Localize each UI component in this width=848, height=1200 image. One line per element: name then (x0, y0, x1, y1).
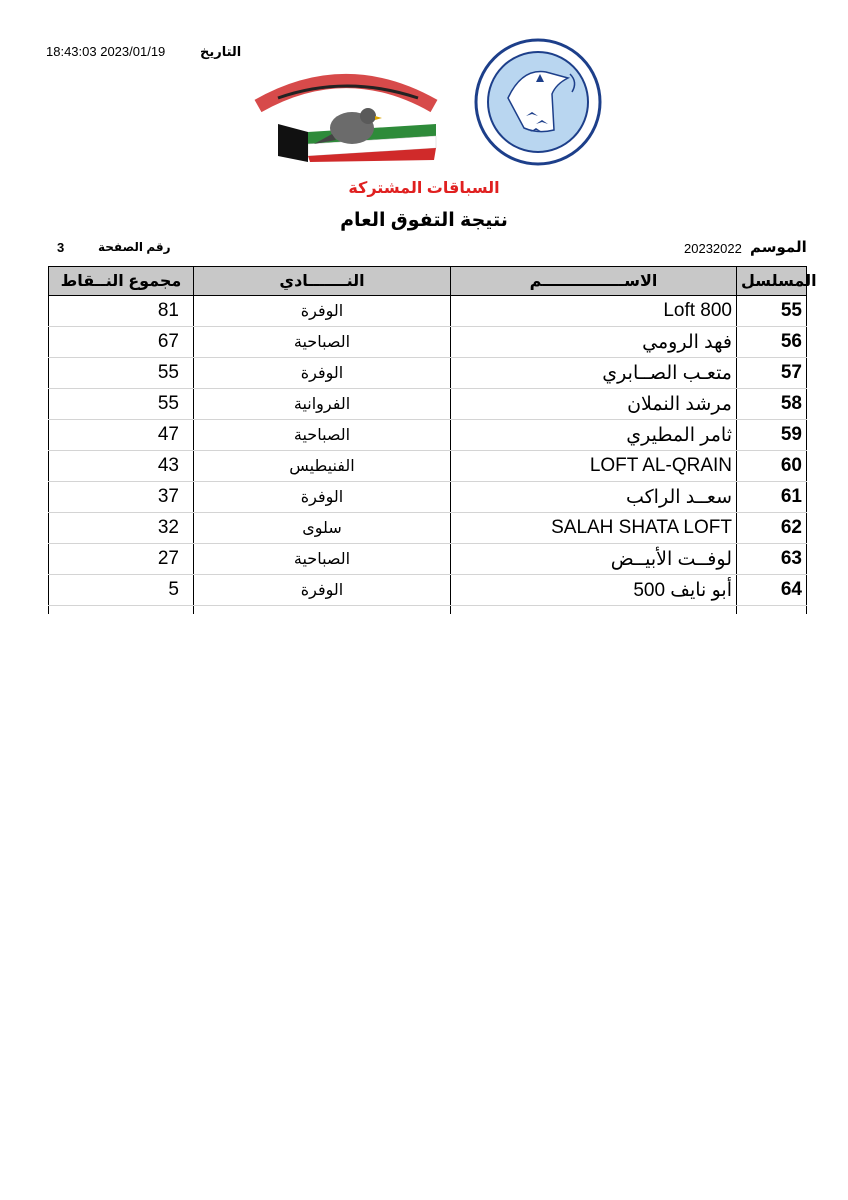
club-cell: الصباحية (194, 327, 451, 358)
table-tail-cell (737, 606, 807, 615)
table-row (49, 358, 807, 389)
season-value: 20232022 (684, 241, 742, 256)
serial-cell: 57 (737, 358, 807, 389)
table-row (49, 451, 807, 482)
kuwait-federation-racing-pigeons-logo-icon (474, 38, 602, 166)
points-cell: 5 (49, 575, 194, 606)
column-header-name: الاســـــــــــــــم (451, 267, 737, 296)
column-header-club: النـــــــادي (194, 267, 451, 296)
points-cell: 27 (49, 544, 194, 575)
serial-cell: 64 (737, 575, 807, 606)
table-row (49, 513, 807, 544)
club-cell: الوفرة (194, 575, 451, 606)
name-cell: Loft 800 (451, 296, 737, 327)
table-tail-cell (49, 606, 194, 615)
date-value: 18:43:03 2023/01/19 (46, 44, 166, 59)
club-cell: الوفرة (194, 358, 451, 389)
table-row (49, 296, 807, 327)
points-cell: 55 (49, 358, 194, 389)
club-cell: الفروانية (194, 389, 451, 420)
club-cell: الفنيطيس (194, 451, 451, 482)
name-cell: ثامر المطيري (451, 420, 737, 451)
name-cell: LOFT AL-QRAIN (451, 451, 737, 482)
table-row (49, 420, 807, 451)
page-number-label: رقم الصفحة (98, 240, 171, 254)
table-row (49, 544, 807, 575)
serial-cell: 55 (737, 296, 807, 327)
points-cell: 67 (49, 327, 194, 358)
table-row (49, 389, 807, 420)
page-number: 3 (57, 240, 65, 255)
serial-cell: 58 (737, 389, 807, 420)
serial-cell: 56 (737, 327, 807, 358)
club-cell: الصباحية (194, 544, 451, 575)
table-tail-cell (451, 606, 737, 615)
club-cell: الصباحية (194, 420, 451, 451)
club-cell: الوفرة (194, 296, 451, 327)
name-cell: أبو نايف 500 (451, 575, 737, 606)
points-cell: 47 (49, 420, 194, 451)
table-header-row (49, 267, 807, 296)
kuwait-racing-pigeon-club-logo-icon (248, 46, 444, 162)
table-tail-row (49, 606, 807, 615)
name-cell: SALAH SHATA LOFT (451, 513, 737, 544)
serial-cell: 60 (737, 451, 807, 482)
club-cell: الوفرة (194, 482, 451, 513)
club-cell: سلوى (194, 513, 451, 544)
serial-cell: 59 (737, 420, 807, 451)
page-title: نتيجة التفوق العام (340, 210, 508, 231)
table-tail-cell (194, 606, 451, 615)
name-cell: لوفــت الأبيــض (451, 544, 737, 575)
points-cell: 81 (49, 296, 194, 327)
points-cell: 32 (49, 513, 194, 544)
points-cell: 43 (49, 451, 194, 482)
results-table (48, 266, 817, 614)
name-cell: متعـب الصــابري (451, 358, 737, 389)
column-header-points: مجموع النــقاط (49, 267, 194, 296)
table-row (49, 482, 807, 513)
serial-cell: 63 (737, 544, 807, 575)
date-label: التاريخ (200, 44, 242, 59)
points-cell: 55 (49, 389, 194, 420)
name-cell: فهد الرومي (451, 327, 737, 358)
season-label: الموسم (750, 239, 807, 256)
table-row (49, 575, 807, 606)
table-row (49, 327, 807, 358)
serial-cell: 61 (737, 482, 807, 513)
serial-cell: 62 (737, 513, 807, 544)
points-cell: 37 (49, 482, 194, 513)
name-cell: مرشد النملان (451, 389, 737, 420)
subtitle: السباقات المشتركة (348, 180, 500, 197)
column-header-serial: المسلسل (737, 267, 807, 296)
name-cell: سعــد الراكب (451, 482, 737, 513)
